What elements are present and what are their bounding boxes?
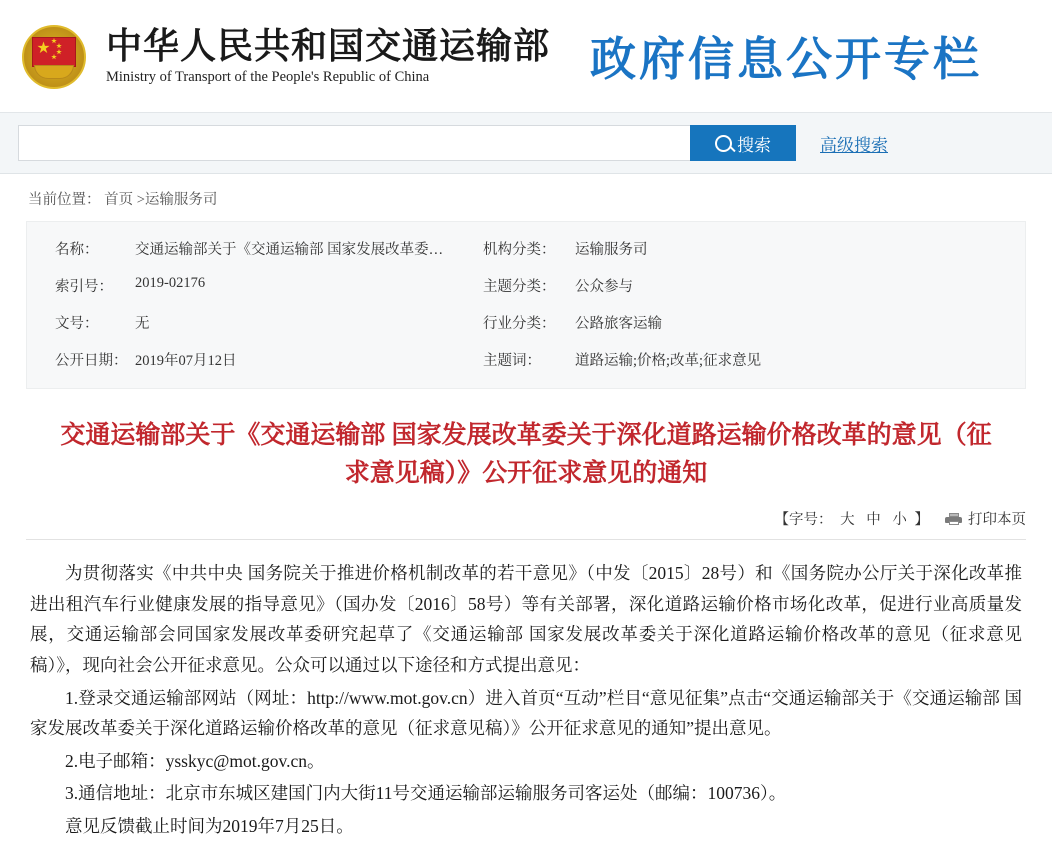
article-body — [30, 558, 1022, 842]
advanced-search-link[interactable]: 高级搜索 — [820, 135, 888, 155]
document-meta-grid — [27, 238, 1025, 370]
article-paragraph: 2.电子邮箱：ysskyc@mot.gov.cn。 — [65, 750, 325, 771]
meta-label-date: 公开日期： — [55, 353, 128, 369]
printer-icon — [945, 513, 962, 525]
search-bar — [0, 112, 1052, 174]
ministry-name-block — [106, 26, 550, 86]
meta-value-org: 运输服务司 — [575, 242, 648, 258]
meta-value-topic: 公众参与 — [575, 279, 633, 295]
search-input[interactable] — [18, 125, 690, 161]
meta-label-name: 名称： — [55, 242, 99, 258]
meta-label-org: 机构分类： — [483, 242, 556, 258]
article-toolbar — [26, 508, 1026, 540]
article-title: 交通运输部关于《交通运输部 国家发展改革委关于深化道路运输价格改革的意见（征求意见稿）》公开征求意见的通知 — [60, 422, 992, 487]
search-icon — [715, 135, 732, 152]
font-size-medium[interactable]: 中 — [866, 512, 881, 528]
font-size-label-end: 】 — [914, 512, 929, 528]
breadcrumb — [0, 174, 1052, 221]
meta-label-topic: 主题分类： — [483, 279, 556, 295]
font-size-large[interactable]: 大 — [840, 512, 855, 528]
document-meta-box — [26, 221, 1026, 389]
national-emblem-icon: ★ ★ ★ ★ ★ — [18, 19, 92, 93]
search-button[interactable] — [690, 125, 796, 161]
meta-label-index: 索引号： — [55, 279, 113, 295]
article-paragraph: 3.通信地址：北京市东城区建国门内大街11号交通运输部运输服务司客运处（邮编：100736）。 — [65, 783, 787, 804]
meta-value-keywords: 道路运输;价格;改革;征求意见 — [575, 353, 762, 369]
font-size-group — [775, 508, 930, 529]
article-paragraph: 为贯彻落实《中共中央 国务院关于推进价格机制改革的若干意见》（中发〔2015〕28号）和《国务院办公厅关于深化改革推进出租汽车行业健康发展的指导意见》（国办发〔2016〕58号）等有关部署，深化道路运输价格市场化改革，促进行业高质量发展，交通运输部会同国家发展改革委研究起草了《交通运输部 国家发展改革委关于深化道路运输价格改革的意见（征求意见稿）》，现向社会公开征求意见。公众可以通过以下途径和方式提出意见： — [30, 563, 1022, 675]
meta-label-docnum: 文号： — [55, 316, 99, 332]
meta-value-name: 交通运输部关于《交通运输部 国家发展改革委… — [135, 242, 444, 258]
breadcrumb-prefix: 当前位置： — [28, 192, 101, 208]
meta-value-date: 2019年07月12日 — [135, 353, 237, 369]
article-paragraph: 意见反馈截止时间为2019年7月25日。 — [65, 816, 354, 836]
ministry-name-cn: 中华人民共和国交通运输部 — [106, 25, 551, 66]
meta-value-docnum: 无 — [135, 316, 150, 332]
search-button-label: 搜索 — [737, 135, 771, 155]
meta-label-industry: 行业分类： — [483, 316, 556, 332]
meta-value-index: 2019-02176 — [135, 275, 206, 291]
print-page-link[interactable]: 打印本页 — [968, 512, 1026, 528]
meta-label-keywords: 主题词： — [483, 353, 541, 369]
ministry-name-en: Ministry of Transport of the People's Republic of China — [106, 69, 430, 86]
column-title: 政府信息公开专栏 — [590, 33, 983, 85]
meta-value-industry: 公路旅客运输 — [575, 316, 662, 332]
breadcrumb-item-home[interactable]: 首页 — [104, 192, 134, 208]
breadcrumb-item-department[interactable]: >运输服务司 — [136, 192, 218, 208]
font-size-small[interactable]: 小 — [892, 512, 907, 528]
site-header — [0, 0, 1052, 112]
article-paragraph: 1.登录交通运输部网站（网址：http://www.mot.gov.cn）进入首页“互动”栏目“意见征集”点击“交通运输部关于《交通运输部 国家发展改革委关于深化道路运输价格改革的意见（征求意见稿）》公开征求意见的通知”提出意见。 — [30, 687, 1022, 739]
font-size-label: 【字号： — [774, 512, 833, 528]
